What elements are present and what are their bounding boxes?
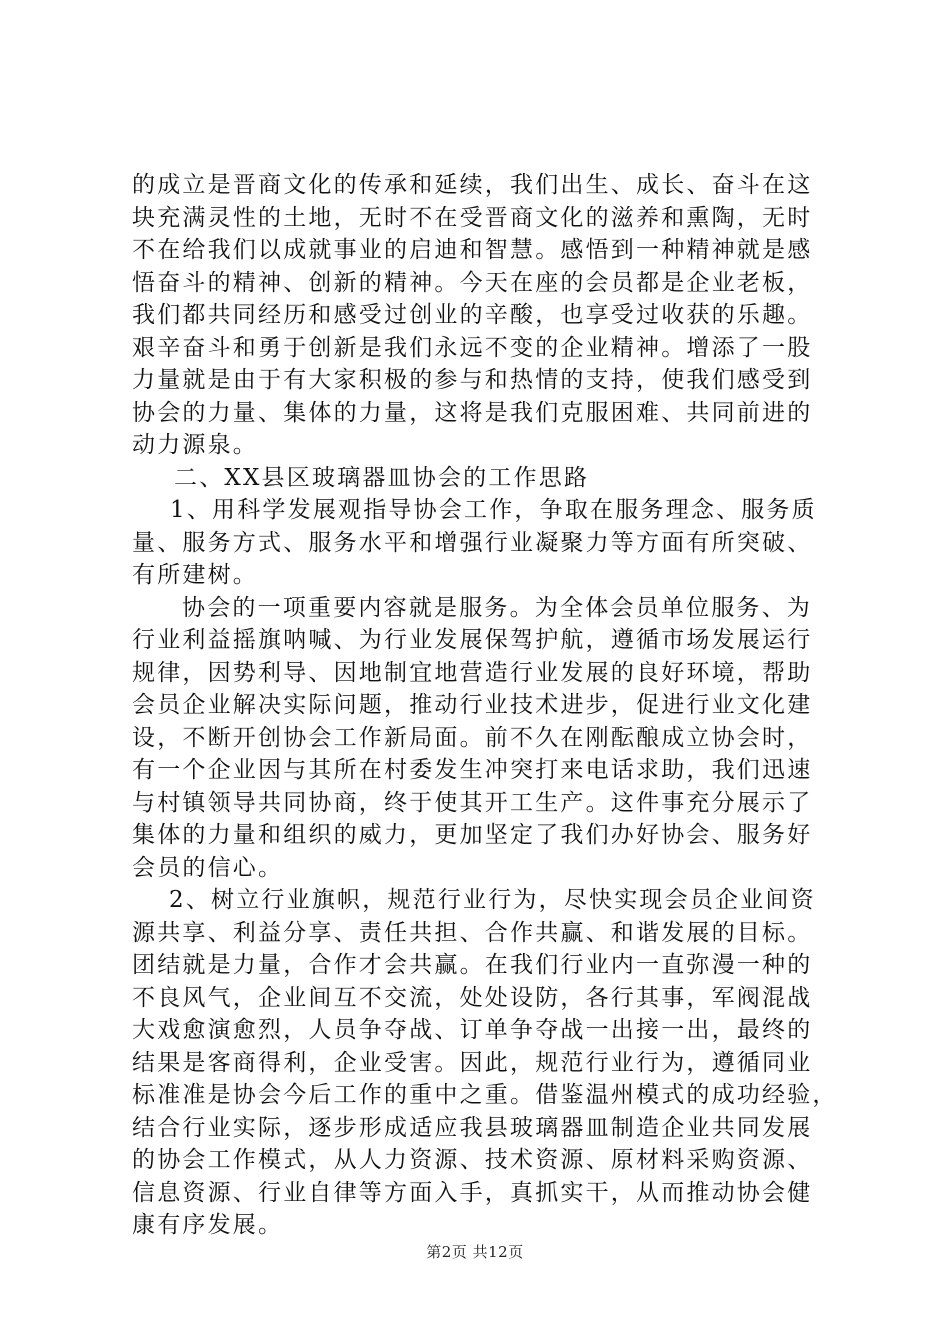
body-line: 会员的信心。 [132,854,284,881]
body-line: 行业利益摇旗呐喊、为行业发展保驾护航，遵循市场发展运行 [132,627,813,653]
body-line: 的成立是晋商文化的传承和延续，我们出生、成长、奋斗在这 [132,172,813,198]
body-line: 大戏愈演愈烈，人员争夺战、订单争夺战一出接一出，最终的 [132,1017,813,1043]
body-line: 康有序发展。 [132,1212,284,1238]
body-line: 设，不断开创协会工作新局面。前不久在刚酝酿成立协会时， [132,724,813,751]
body-line: 集体的力量和组织的威力，更加坚定了我们办好协会、服务好 [132,822,813,848]
paragraph-start: 协会的一项重要内容就是服务。为全体会员单位服务、为 [182,594,812,621]
body-line: 的协会工作模式，从人力资源、技术资源、原材料采购资源、 [132,1147,813,1173]
body-line: 规律，因势利导、因地制宜地营造行业发展的良好环境，帮助 [132,659,813,686]
body-line: 有一个企业因与其所在村委发生冲突打来电话求助，我们迅速 [132,757,813,783]
body-line: 我们都共同经历和感受过创业的辛酸，也享受过收获的乐趣。 [132,302,813,328]
body-line: 会员企业解决实际问题，推动行业技术进步，促进行业文化建 [132,692,813,718]
body-line: 悟奋斗的精神、创新的精神。今天在座的会员都是企业老板， [132,269,813,296]
body-line: 量、服务方式、服务水平和增强行业凝聚力等方面有所突破、 [132,529,813,556]
body-line: 艰辛奋斗和勇于创新是我们永远不变的企业精神。增添了一股 [132,334,813,361]
body-line: 结合行业实际，逐步形成适应我县玻璃器皿制造企业共同发展 [132,1114,813,1141]
body-line: 协会的力量、集体的力量，这将是我们克服困难、共同前进的 [132,399,813,426]
body-line: 信息资源、行业自律等方面入手，真抓实干，从而推动协会健 [132,1179,813,1206]
section-heading: 二、XX县区玻璃器皿协会的工作思路 [174,464,590,491]
body-line: 源共享、利益分享、责任共担、合作共赢、和谐发展的目标。 [132,919,813,946]
body-line: 标准准是协会今后工作的重中之重。借鉴温州模式的成功经验， [132,1082,838,1108]
subsection-heading: 2、树立行业旗帜，规范行业行为，尽快实现会员企业间资 [169,887,816,913]
body-line: 结果是客商得利，企业受害。因此，规范行业行为，遵循同业 [132,1049,813,1076]
body-line: 不在给我们以成就事业的启迪和智慧。感悟到一种精神就是感 [132,237,813,263]
body-line: 力量就是由于有大家积极的参与和热情的支持，使我们感受到 [132,367,813,393]
body-line: 有所建树。 [132,562,258,588]
body-line: 团结就是力量，合作才会共赢。在我们行业内一直弥漫一种的 [132,952,813,978]
document-body [132,169,840,1242]
body-line: 块充满灵性的土地，无时不在受晋商文化的滋养和熏陶，无时 [132,204,813,231]
body-line: 不良风气，企业间互不交流，处处设防，各行其事，军阀混战 [132,984,813,1011]
subsection-heading: 1、用科学发展观指导协会工作，争取在服务理念、服务质 [170,497,817,523]
body-line: 动力源泉。 [132,432,258,458]
page-number-footer: 第2页 共12页 [426,1243,524,1261]
body-line: 与村镇领导共同协商，终于使其开工生产。这件事充分展示了 [132,789,813,816]
